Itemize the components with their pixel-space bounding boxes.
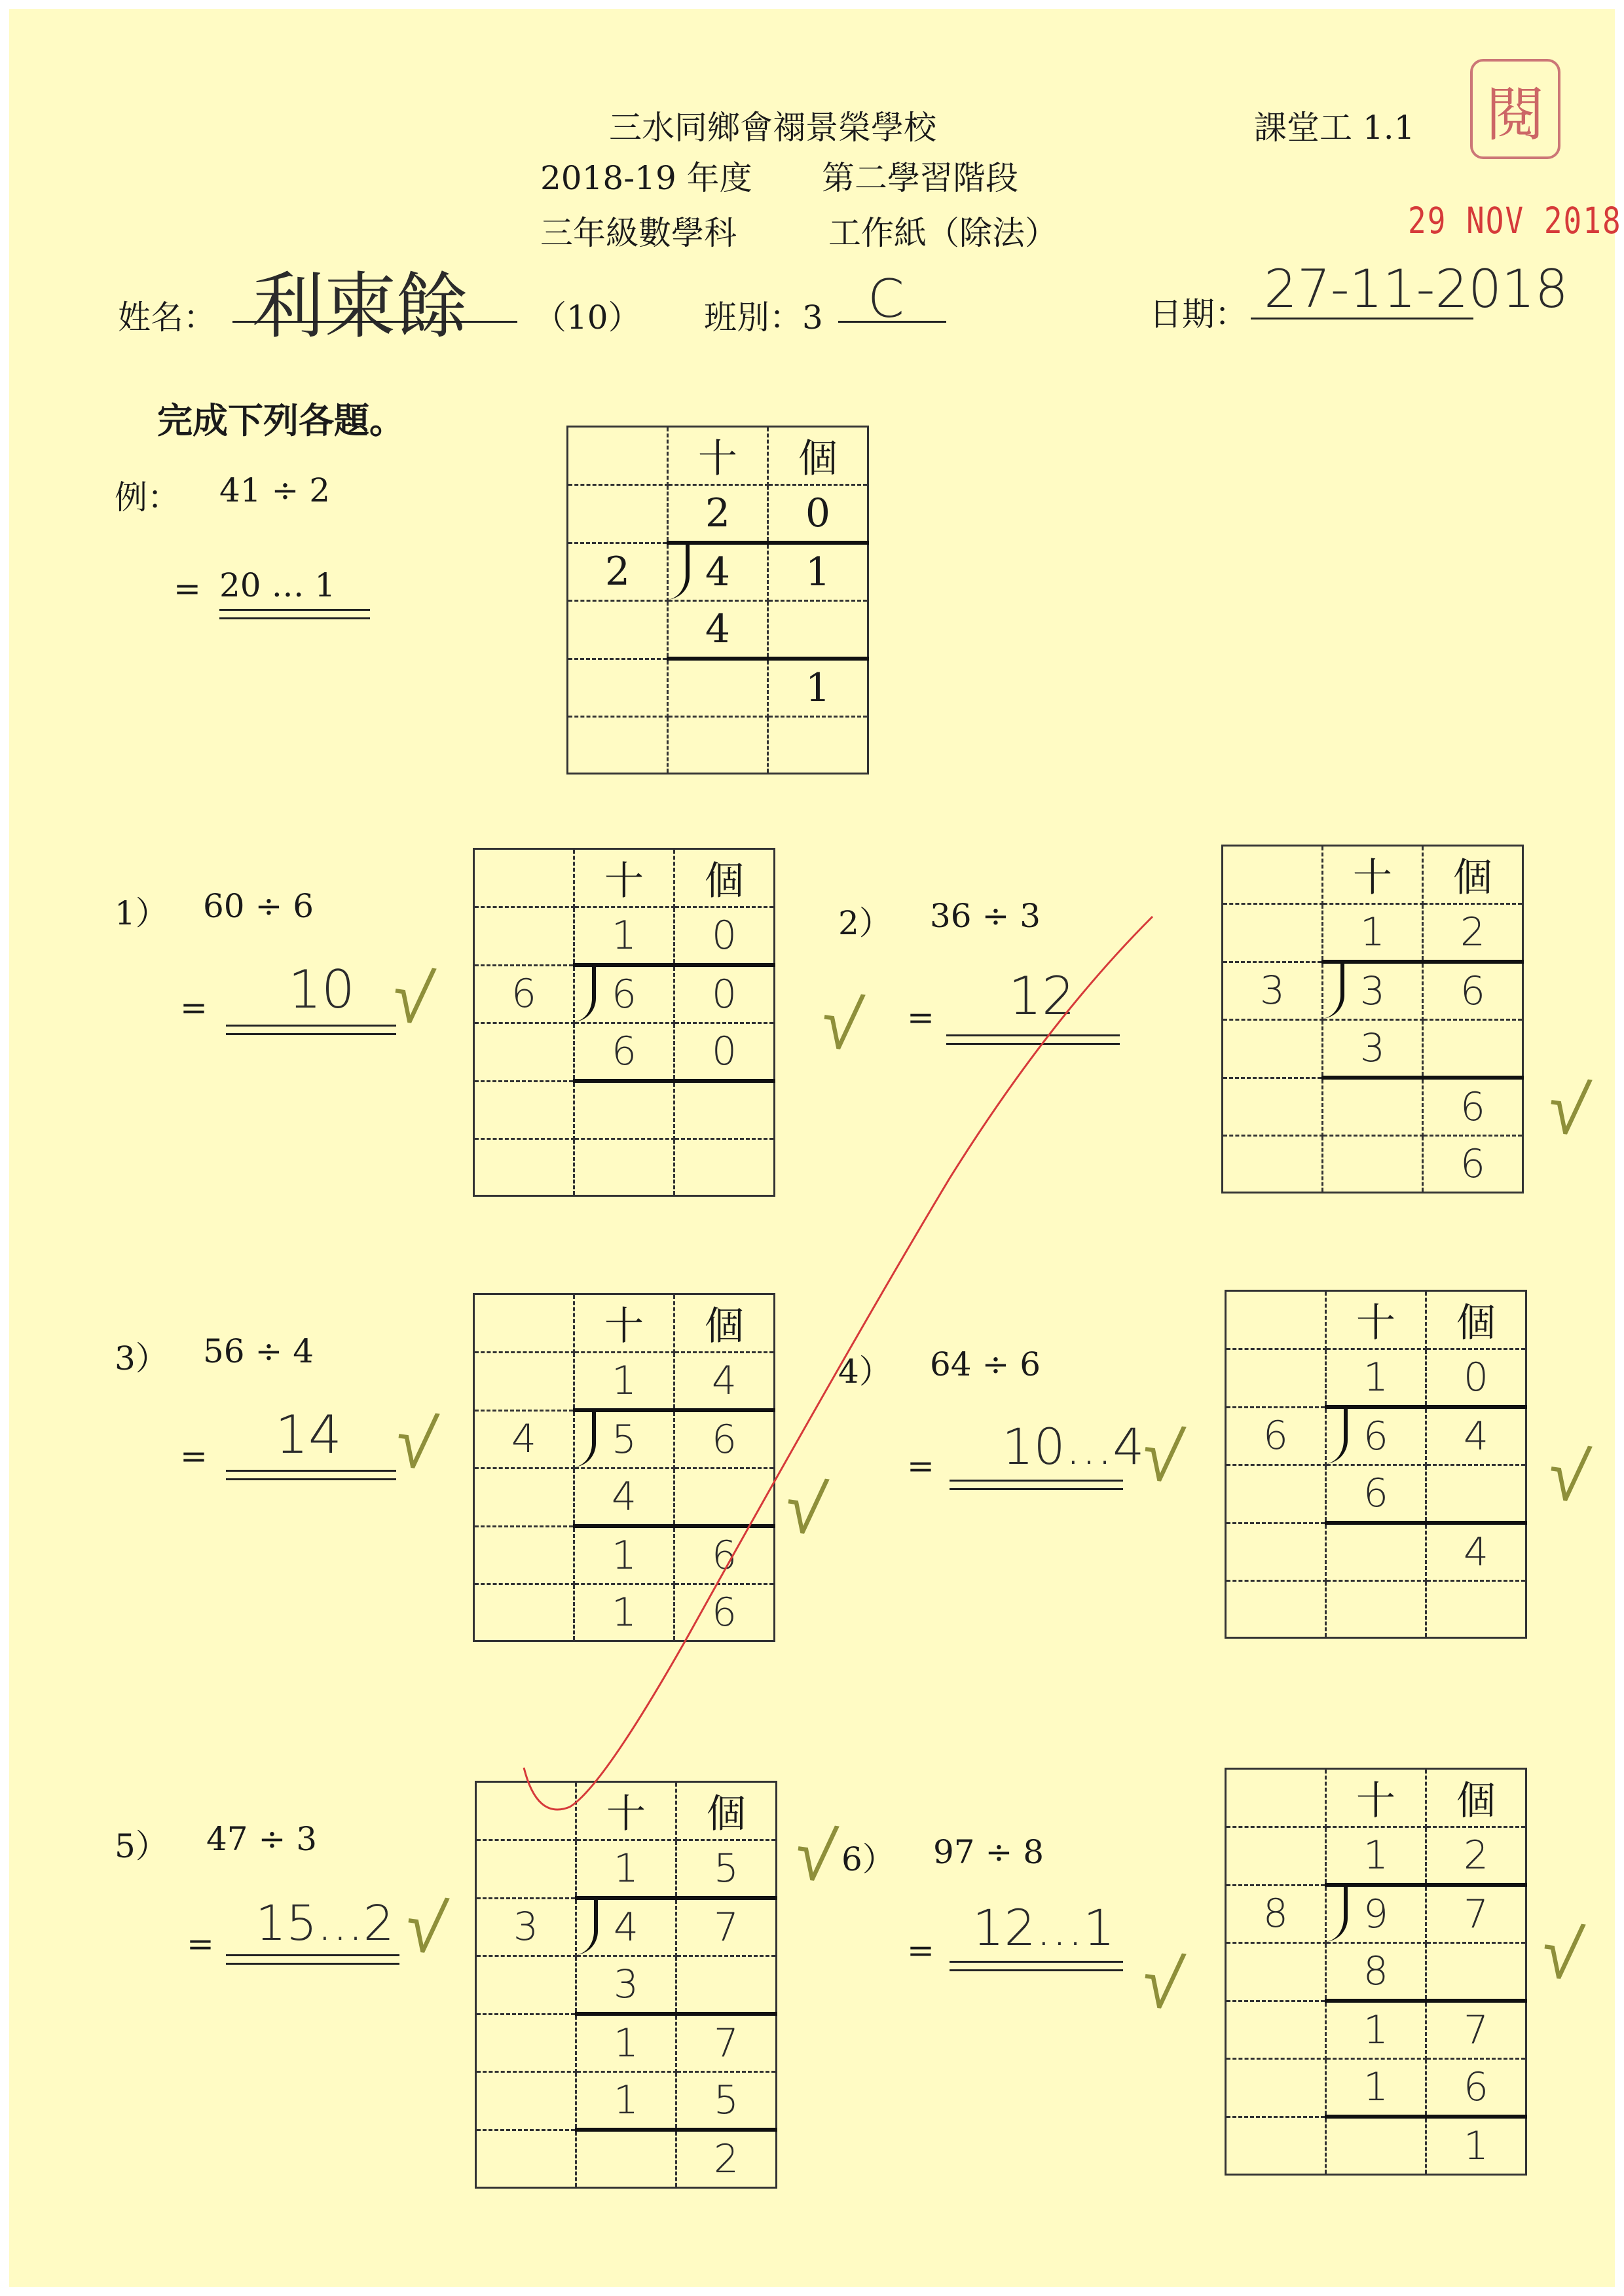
check-mark: √ [1536,1909,1587,1998]
dividend-ones: 4 [1426,1407,1526,1465]
step-ones: 5 [676,2072,777,2130]
answer-value: 14 [275,1404,342,1465]
divisor: 6 [1226,1407,1326,1465]
step-ones: 6 [1423,1078,1523,1136]
question-expression: 64 ÷ 6 [930,1345,1041,1383]
remainder-ones: 1 [768,659,868,717]
answer-value: 15...2 [255,1895,394,1952]
quotient-tens: 1 [574,1353,674,1411]
teacher-seal-stamp: 閱 [1470,59,1560,159]
step-tens: 1 [574,1584,674,1641]
dividend-tens: 3 [1323,962,1423,1020]
equals-sign: = [187,1925,214,1963]
remainder-ones: 2 [676,2130,777,2188]
step-ones: 6 [674,1526,775,1584]
check-mark: √ [816,979,867,1068]
dividend-tens: 4 [576,1898,676,1956]
ones-header: 個 [1426,1769,1526,1827]
question-number: 2） [838,904,892,942]
dividend-ones: 6 [1423,962,1523,1020]
tens-header: 十 [574,1294,674,1353]
divisor: 2 [568,543,668,601]
step-ones: 7 [1426,2001,1526,2059]
dividend-tens: 4 [668,543,768,601]
dividend-ones: 7 [676,1898,777,1956]
dividend-tens: 5 [574,1410,674,1468]
question-expression: 56 ÷ 4 [203,1332,314,1370]
quotient-ones: 0 [768,485,868,543]
check-mark: √ [1543,1065,1594,1154]
divisor: 6 [474,965,574,1023]
step-ones: 7 [676,2014,777,2072]
step-tens: 1 [576,2072,676,2130]
question-expression: 97 ÷ 8 [933,1833,1044,1871]
quotient-ones: 0 [674,907,775,966]
example-label: 例： [115,479,180,517]
question-number: 5） [115,1827,168,1865]
check-mark: √ [1543,1431,1594,1520]
step-ones: 4 [1426,1523,1526,1581]
step-ones: 6 [1423,1136,1523,1193]
dividend-tens: 6 [574,965,674,1023]
dividend-tens: 9 [1326,1885,1426,1943]
ones-header: 個 [674,1294,775,1353]
dividend-ones: 7 [1426,1885,1526,1943]
quotient-tens: 1 [574,907,674,966]
worksheet-title: 工作紙（除法） [828,214,1058,252]
question-number: 1） [115,894,168,932]
question-number: 4） [838,1353,892,1391]
key-stage: 第二學習階段 [822,159,1018,197]
step-tens: 3 [1323,1020,1423,1078]
ones-header: 個 [674,849,775,907]
question-expression: 47 ÷ 3 [206,1820,318,1858]
class-number-label: （10） [534,299,641,337]
received-date-stamp: 29 NOV 2018 [1408,199,1622,242]
equals-sign: = [180,1437,208,1475]
example-equals: = [174,570,201,608]
step-tens: 6 [574,1023,674,1082]
school-name: 三水同鄉會禤景榮學校 [609,109,936,147]
step-ones: 0 [674,1023,775,1082]
divisor: 4 [474,1410,574,1468]
tens-header: 十 [576,1782,676,1840]
tens-header: 十 [1323,846,1423,904]
check-mark: √ [1137,1412,1188,1501]
tens-header: 十 [1326,1291,1426,1349]
answer-value: 10 [288,959,355,1020]
quotient-ones: 4 [674,1353,775,1411]
class-value: C [868,268,904,329]
answer-value: 10...4 [1002,1417,1145,1476]
check-mark: √ [387,953,438,1042]
check-mark: √ [780,1464,831,1553]
step-tens: 1 [1326,2001,1426,2059]
quotient-ones: 5 [676,1840,777,1899]
quotient-tens: 1 [1323,904,1423,962]
date-value: 27-11-2018 [1264,259,1568,319]
ones-header: 個 [1423,846,1523,904]
school-year: 2018-19 年度 [540,159,752,197]
question-expression: 36 ÷ 3 [930,897,1041,935]
ones-header: 個 [1426,1291,1526,1349]
check-mark: √ [1137,1939,1188,2028]
step-tens: 4 [668,601,768,659]
divisor: 3 [1223,962,1323,1020]
dividend-ones: 1 [768,543,868,601]
quotient-tens: 1 [576,1840,676,1899]
equals-sign: = [907,1931,934,1969]
ones-header: 個 [676,1782,777,1840]
dividend-ones: 0 [674,965,775,1023]
quotient-ones: 2 [1426,1827,1526,1886]
answer-value: 12 [1008,966,1075,1027]
quotient-ones: 0 [1426,1349,1526,1408]
example-expression: 41 ÷ 2 [219,471,331,509]
subject: 三年級數學科 [540,214,737,252]
divisor: 8 [1226,1885,1326,1943]
remainder-ones: 1 [1426,2117,1526,2175]
quotient-tens: 1 [1326,1827,1426,1886]
tens-header: 十 [668,427,768,485]
question-number: 3） [115,1339,168,1377]
name-value: 利柬餘 [252,264,468,348]
step-tens: 1 [576,2014,676,2072]
answer-value: 12...1 [972,1899,1115,1957]
equals-sign: = [180,989,208,1027]
equals-sign: = [907,998,934,1036]
dividend-ones: 6 [674,1410,775,1468]
check-mark: √ [400,1883,451,1972]
ones-header: 個 [768,427,868,485]
check-mark: √ [390,1398,441,1487]
name-label: 姓名： [118,299,216,337]
quotient-ones: 2 [1423,904,1523,962]
equals-sign: = [907,1447,934,1485]
instructions: 完成下列各題。 [157,399,405,441]
step-tens: 8 [1326,1943,1426,2001]
class-label: 班別：3 [704,299,823,337]
date-label: 日期： [1149,295,1247,333]
step-tens: 1 [1326,2059,1426,2117]
step-tens: 1 [574,1526,674,1584]
quotient-tens: 1 [1326,1349,1426,1408]
dividend-tens: 6 [1326,1407,1426,1465]
worksheet-code: 課堂工 1.1 [1254,109,1415,147]
tens-header: 十 [1326,1769,1426,1827]
question-expression: 60 ÷ 6 [203,887,314,925]
step-ones: 6 [1426,2059,1526,2117]
question-number: 6） [841,1840,895,1878]
step-tens: 4 [574,1468,674,1527]
step-tens: 6 [1326,1465,1426,1523]
divisor: 3 [476,1898,576,1956]
quotient-tens: 2 [668,485,768,543]
step-tens: 3 [576,1956,676,2014]
example-answer: 20 … 1 [219,566,336,604]
step-ones: 6 [674,1584,775,1641]
check-mark: √ [790,1811,841,1900]
tens-header: 十 [574,849,674,907]
